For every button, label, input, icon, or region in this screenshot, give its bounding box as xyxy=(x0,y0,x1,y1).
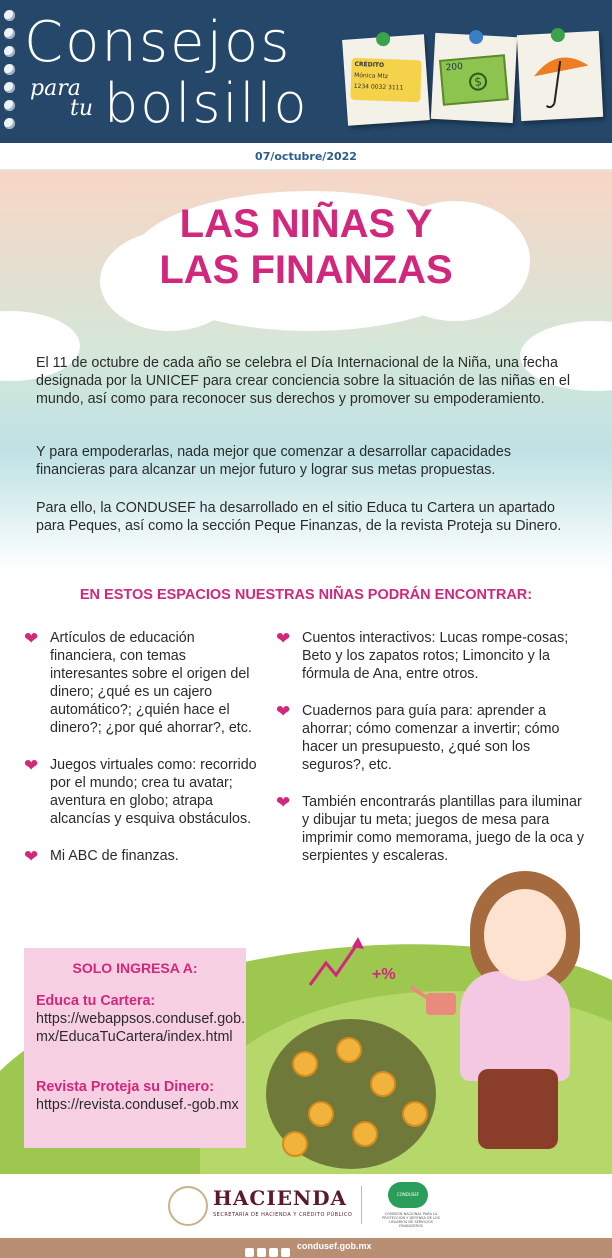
list-item: ❤ Artículos de educación financiera, con temas interesantes sobre el origen del dinero; ¿qué es un cajero automático?; ¿quién hace el dinero?; ¿por qué ahorrar?, etc. xyxy=(24,629,252,736)
money-note xyxy=(431,33,517,123)
paragraph-condusef: Para ello, la CONDUSEF ha desarrollado en el sitio Educa tu Cartera un apartado para Peques, así como la sección Peque Finanzas, de la revista Proteja su Dinero. xyxy=(36,500,562,534)
list-item: ❤ También encontrarás plantillas para iluminar y dibujar tu meta; juegos de mesa para imprimir como memorama, juego de la oca y serpientes y escaleras. xyxy=(276,793,585,864)
right-list xyxy=(276,629,592,884)
heart-icon: ❤ xyxy=(24,847,39,866)
date-bar xyxy=(0,143,612,171)
link-label: Educa tu Cartera: xyxy=(36,993,156,1009)
social-icons xyxy=(245,1242,293,1254)
heart-icon: ❤ xyxy=(276,793,291,812)
bill-amount: 200 xyxy=(445,61,464,74)
main-content xyxy=(0,171,612,1174)
paragraph-empower: Y para empoderarlas, nada mejor que comenzar a desarrollar capacidades financieras para alcanzar un mejor futuro y lograr sus metas propuestas. xyxy=(36,444,511,478)
link-revista[interactable] xyxy=(36,1078,246,1114)
girl-face xyxy=(484,889,566,981)
umbrella-icon xyxy=(517,31,603,121)
coin-icon xyxy=(308,1101,334,1127)
umbrella-note xyxy=(517,31,603,121)
link-url[interactable]: https://webappsos.condusef.gob.mx/EducaTuCartera/index.html xyxy=(36,1011,246,1045)
title-para: para xyxy=(30,76,81,101)
coin-icon xyxy=(282,1131,308,1157)
watering-can-icon xyxy=(410,981,470,1031)
card-number: 1234 0032 3111 xyxy=(353,82,404,92)
title-line1: LAS NIÑAS Y xyxy=(179,202,433,246)
condusef-logo: CONDUSEF xyxy=(388,1182,428,1208)
title-bolsillo: bolsillo xyxy=(104,72,309,135)
twitter-icon[interactable] xyxy=(257,1248,266,1257)
bottom-bar xyxy=(0,1238,612,1258)
coin-icon xyxy=(402,1101,428,1127)
list-item: ❤ Mi ABC de finanzas. xyxy=(24,847,179,866)
footer xyxy=(0,1174,612,1238)
publication-date: 07/octubre/2022 xyxy=(255,150,357,163)
links-heading: SOLO INGRESA A: xyxy=(72,960,198,976)
page-title xyxy=(0,201,612,293)
dollar-icon: $ xyxy=(468,72,488,92)
link-label: Revista Proteja su Dinero: xyxy=(36,1079,214,1095)
title-line2: LAS FINANZAS xyxy=(159,248,453,292)
credit-card-note xyxy=(342,34,430,126)
link-url[interactable]: https://revista.condusef.-gob.mx xyxy=(36,1097,239,1113)
hacienda-logo: HACIENDA xyxy=(213,1186,348,1210)
coin-icon xyxy=(352,1121,378,1147)
heart-icon: ❤ xyxy=(276,629,291,648)
section-subheading: EN ESTOS ESPACIOS NUESTRAS NIÑAS PODRÁN ENCONTRAR: xyxy=(79,587,533,603)
coin-icon xyxy=(292,1051,318,1077)
notebook-rings xyxy=(4,10,18,135)
site-link[interactable]: condusef.gob.mx xyxy=(297,1241,372,1251)
instagram-icon[interactable] xyxy=(269,1248,278,1257)
youtube-icon[interactable] xyxy=(281,1248,290,1257)
title-tu: tu xyxy=(70,96,94,121)
left-list xyxy=(24,629,260,884)
footer-divider xyxy=(361,1186,362,1224)
eagle-seal-icon xyxy=(168,1186,208,1226)
title-consejos: Consejos xyxy=(24,10,292,75)
girl-body xyxy=(460,971,570,1081)
hacienda-sub: SECRETARÍA DE HACIENDA Y CRÉDITO PÚBLICO xyxy=(213,1212,353,1218)
list-item: ❤ Cuadernos para guía para: aprender a ahorrar; cómo comenzar a invertir; cómo hacer un presupuesto, ¿qué son los seguros?, etc. xyxy=(276,702,560,773)
link-educa[interactable] xyxy=(36,992,246,1046)
list-item: ❤ Cuentos interactivos: Lucas rompe-cosas; Beto y los zapatos rotos; Limoncito y la fórmula de Ana, entre otros. xyxy=(276,629,569,682)
coin-icon xyxy=(336,1037,362,1063)
header-banner xyxy=(0,0,612,143)
list-item: ❤ Juegos virtuales como: recorrido por el mundo; crea tu avatar; aventura en globo; atrapa alcancías y esquiva obstáculos. xyxy=(24,756,257,827)
card-credito-label: CRÉDITO xyxy=(354,60,385,69)
links-box xyxy=(24,948,246,1148)
heart-icon: ❤ xyxy=(276,702,291,721)
condusef-sub: COMISIÓN NACIONAL PARA LA PROTECCIÓN Y DEFENSA DE LOS USUARIOS DE SERVICIOS FINANCIEROS xyxy=(382,1212,440,1228)
paragraph-intro: El 11 de octubre de cada año se celebra el Día Internacional de la Niña, una fecha designada por la UNICEF para crear conciencia sobre la situación de las niñas en el mundo, así como para reconocer sus derechos y promover su empoderamiento. xyxy=(36,355,571,407)
percent-label: +% xyxy=(372,966,396,983)
facebook-icon[interactable] xyxy=(245,1248,254,1257)
heart-icon: ❤ xyxy=(24,756,39,775)
heart-icon: ❤ xyxy=(24,629,39,648)
card-name: Mónica Mtz xyxy=(354,71,389,81)
sticky-notes xyxy=(345,25,610,143)
girl-legs xyxy=(478,1069,558,1149)
coin-icon xyxy=(370,1071,396,1097)
